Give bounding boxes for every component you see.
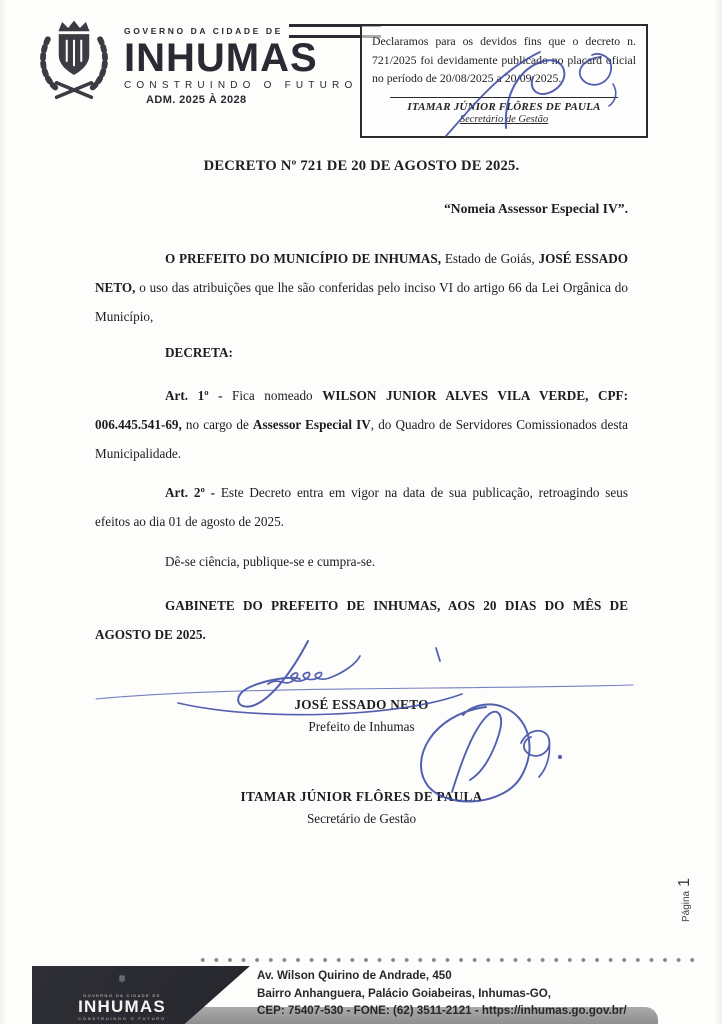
footer-city-logo (52, 969, 192, 1021)
coat-of-arms-icon (30, 16, 118, 106)
brand-tagline: CONSTRUINDO O FUTURO (124, 80, 358, 91)
paragraph-preamble: O PREFEITO DO MUNICÍPIO DE INHUMAS, Estado de Goiás, JOSÉ ESSADO NETO, o uso das atribuições que lhe são conferidas pelo inciso VI do artigo 66 da Lei Orgânica do Município, (95, 251, 628, 324)
publication-stamp (360, 24, 648, 138)
stamp-declaration-text: Declaramos para os devidos fins que o decreto n. 721/2025 foi devidamente publicado no placard oficial no período de 20/08/2025 a 20/09/2025. (372, 34, 636, 85)
paragraph-closing: Dê-se ciência, publique-se e cumpra-se. (165, 554, 376, 569)
mayor-role: Prefeito de Inhumas (308, 719, 415, 734)
secretary-name: ITAMAR JÚNIOR FLÔRES DE PAULA (240, 789, 483, 804)
stamp-signature-line (390, 97, 617, 98)
decree-body (95, 150, 628, 649)
paragraph-art-2: Art. 2º - Este Decreto entra em vigor na data de sua publicação, retroagindo seus efeitos ao dia 01 de agosto de 2025. (95, 485, 628, 529)
decree-subject: “Nomeia Assessor Especial IV”. (443, 201, 628, 216)
brand-text (124, 16, 381, 106)
brand-governo-label: GOVERNO DA CIDADE DE (124, 26, 283, 36)
signature-block-mayor (95, 694, 628, 738)
brand-name: INHUMAS (124, 36, 318, 80)
footer-logo-bottom: CONSTRUINDO O FUTURO (78, 1016, 166, 1021)
footer-address-line-3: CEP: 75407-530 - FONE: (62) 3511-2121 - https://inhumas.go.gov.br/ (257, 1004, 627, 1017)
footer-address-line-1: Av. Wilson Quirino de Andrade, 450 (257, 969, 452, 982)
footer-address (257, 967, 697, 1020)
stamp-signer-name: ITAMAR JÚNIOR FLÔRES DE PAULA (407, 100, 601, 113)
signature-block-secretary (95, 786, 628, 830)
footer-dotted-divider (196, 957, 698, 963)
page-number-label: Página (681, 890, 692, 923)
stamp-signer-role: Secretário de Gestão (459, 113, 549, 125)
footer-logo-top: GOVERNO DA CIDADE DE (83, 993, 161, 998)
secretary-role: Secretário de Gestão (306, 811, 417, 826)
paragraph-decreta: DECRETA: (165, 345, 233, 360)
paragraph-art-1: Art. 1º - Fica nomeado WILSON JUNIOR ALVES VILA VERDE, CPF: 006.445.541-69, no cargo de Assessor Especial IV, do Quadro de Servidores Comissionados desta Municipalidade. (95, 388, 628, 461)
page-number (677, 854, 705, 946)
city-logo (30, 16, 381, 106)
brand-administration: ADM. 2025 À 2028 (146, 94, 247, 106)
paragraph-gabinete: GABINETE DO PREFEITO DE INHUMAS, AOS 20 DIAS DO MÊS DE AGOSTO DE 2025. (95, 598, 628, 642)
page-number-value: 1 (676, 877, 693, 887)
footer-address-line-2: Bairro Anhanguera, Palácio Goiabeiras, Inhumas-GO, (257, 986, 551, 1000)
decree-title: DECRETO Nº 721 DE 20 DE AGOSTO DE 2025. (203, 158, 520, 174)
mayor-name: JOSÉ ESSADO NETO (294, 697, 429, 712)
footer-coat-of-arms-icon (109, 969, 135, 993)
footer-logo-name: INHUMAS (78, 997, 166, 1016)
